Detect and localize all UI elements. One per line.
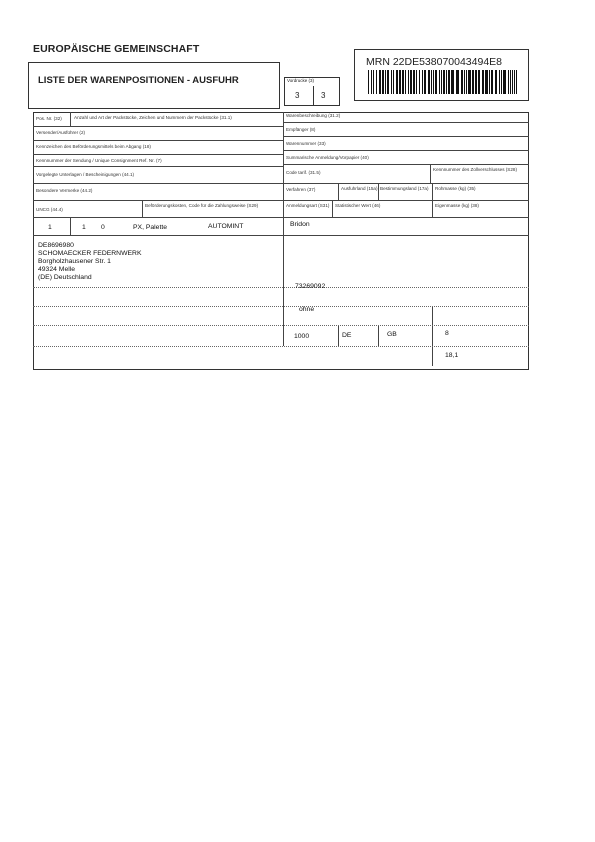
label-besondere: Besondere Vermerke (44.2) <box>36 188 93 193</box>
community-heading: EUROPÄISCHE GEMEINSCHAFT <box>33 43 200 55</box>
grid-line <box>283 136 529 137</box>
grid-line <box>332 200 333 217</box>
value-pkg-type: PX, Palette <box>133 224 168 231</box>
grid-line <box>33 126 283 127</box>
label-eigenmasse: Eigenmasse (kg) (38) <box>435 203 479 208</box>
value-pkg-mark: AUTOMINT <box>208 223 244 230</box>
label-verfahren: Verfahren (37) <box>286 187 316 192</box>
value-mode: ohne <box>299 306 315 313</box>
label-versender: Versender/Ausführer (2) <box>36 130 86 135</box>
grid-line <box>283 150 529 151</box>
label-summarische: Summarische Anmeldung/Vorpapier (40) <box>286 155 369 160</box>
grid-line <box>283 122 529 123</box>
value-tariff-code: 73269092 <box>295 283 326 290</box>
label-statistischer-wert: Statistischer Wert (46) <box>335 203 381 208</box>
dotted-line <box>33 346 529 347</box>
value-sender-line: Borgholzhausener Str. 1 <box>38 258 111 265</box>
value-pkg-seq: 0 <box>101 224 105 231</box>
sheet-total: 3 <box>321 91 326 100</box>
sheet-count-label: Vordruckе (3) <box>287 78 315 83</box>
label-anmeldungsart: Anmeldungsart (S31) <box>286 203 330 208</box>
grid-line <box>33 166 283 167</box>
value-sender-line: SCHOMAECKER FEDERNWERK <box>38 250 142 257</box>
label-kennnummer-zoll: Kennnummer des Zollverschlusses (S28) <box>433 167 517 172</box>
label-kennnummer: Kennnummer der Sendung / Unique Consignment Ref. Nr. (7) <box>36 158 162 163</box>
sheet-count-divider <box>313 86 314 105</box>
grid-line <box>338 183 339 200</box>
label-vorgelegte: Vorgelegte Unterlagen / Bescheinigungen (44.1) <box>36 172 135 177</box>
label-befoerderungskosten: Beförderungskosten, Code für die Zahlungsweise (S29) <box>145 203 259 208</box>
mrn-number: MRN 22DE538070043494E8 <box>366 56 503 68</box>
dotted-line <box>33 325 529 326</box>
value-sender-line: (DE) Deutschland <box>38 274 92 281</box>
label-ausfuhrland: Ausfuhrland (15a) <box>341 186 378 191</box>
label-warennummer: Warennummer (33) <box>286 141 326 146</box>
label-pos-nr: Pos. Nr. (32) <box>36 116 62 121</box>
grid-line <box>33 154 283 155</box>
value-sender-line: DE8696980 <box>38 242 74 249</box>
label-empfaenger: Empfänger (8) <box>286 127 316 132</box>
label-code-tarif: Code tarif. (31.5) <box>286 170 321 175</box>
grid-line <box>283 164 529 165</box>
grid-line <box>70 112 71 126</box>
grid-line <box>430 164 431 183</box>
label-bestimmungsland: Bestimmungsland (17a) <box>380 186 429 191</box>
grid-line <box>432 183 433 200</box>
value-dest-country: GB <box>387 331 397 338</box>
sheet-current: 3 <box>295 91 300 100</box>
value-sender-line: 49324 Melle <box>38 266 76 273</box>
grid-line <box>378 325 379 346</box>
grid-line <box>283 217 284 346</box>
value-position: 1 <box>48 224 52 231</box>
label-rohmasse: Rohmasse (kg) (35) <box>435 186 476 191</box>
dotted-line <box>33 287 529 288</box>
value-export-country: DE <box>342 332 352 339</box>
label-uncg: UNCG (44.4) <box>36 207 63 212</box>
grid-line <box>338 325 339 346</box>
grid-line <box>432 306 433 366</box>
grid-line <box>33 200 529 201</box>
grid-line <box>33 183 529 184</box>
grid-line <box>432 200 433 217</box>
grid-line <box>33 217 529 218</box>
label-packstuecke: Anzahl und Art der Packstücke, Zeichen und Nummern der Packstücke (31.1) <box>74 115 232 120</box>
grid-line <box>378 183 379 200</box>
grid-line <box>70 217 71 235</box>
value-procedure: 1000 <box>294 333 310 340</box>
value-pkg-count: 1 <box>82 224 86 231</box>
value-net-mass: 18,1 <box>445 352 459 359</box>
grid-line <box>33 140 283 141</box>
value-gross-mass: 8 <box>445 330 449 337</box>
grid-line <box>33 235 529 236</box>
barcode <box>368 70 520 94</box>
list-title: LISTE DER WARENPOSITIONEN - AUSFUHR <box>38 75 239 86</box>
value-description: Bridon <box>290 221 310 228</box>
label-warenbeschreibung: Warenbeschreibung (31.2) <box>286 113 341 118</box>
dotted-line <box>33 306 529 307</box>
label-kennzeichen: Kennzeichen des Beförderungsmittels beim Abgang (18) <box>36 144 151 149</box>
grid-line <box>142 200 143 217</box>
